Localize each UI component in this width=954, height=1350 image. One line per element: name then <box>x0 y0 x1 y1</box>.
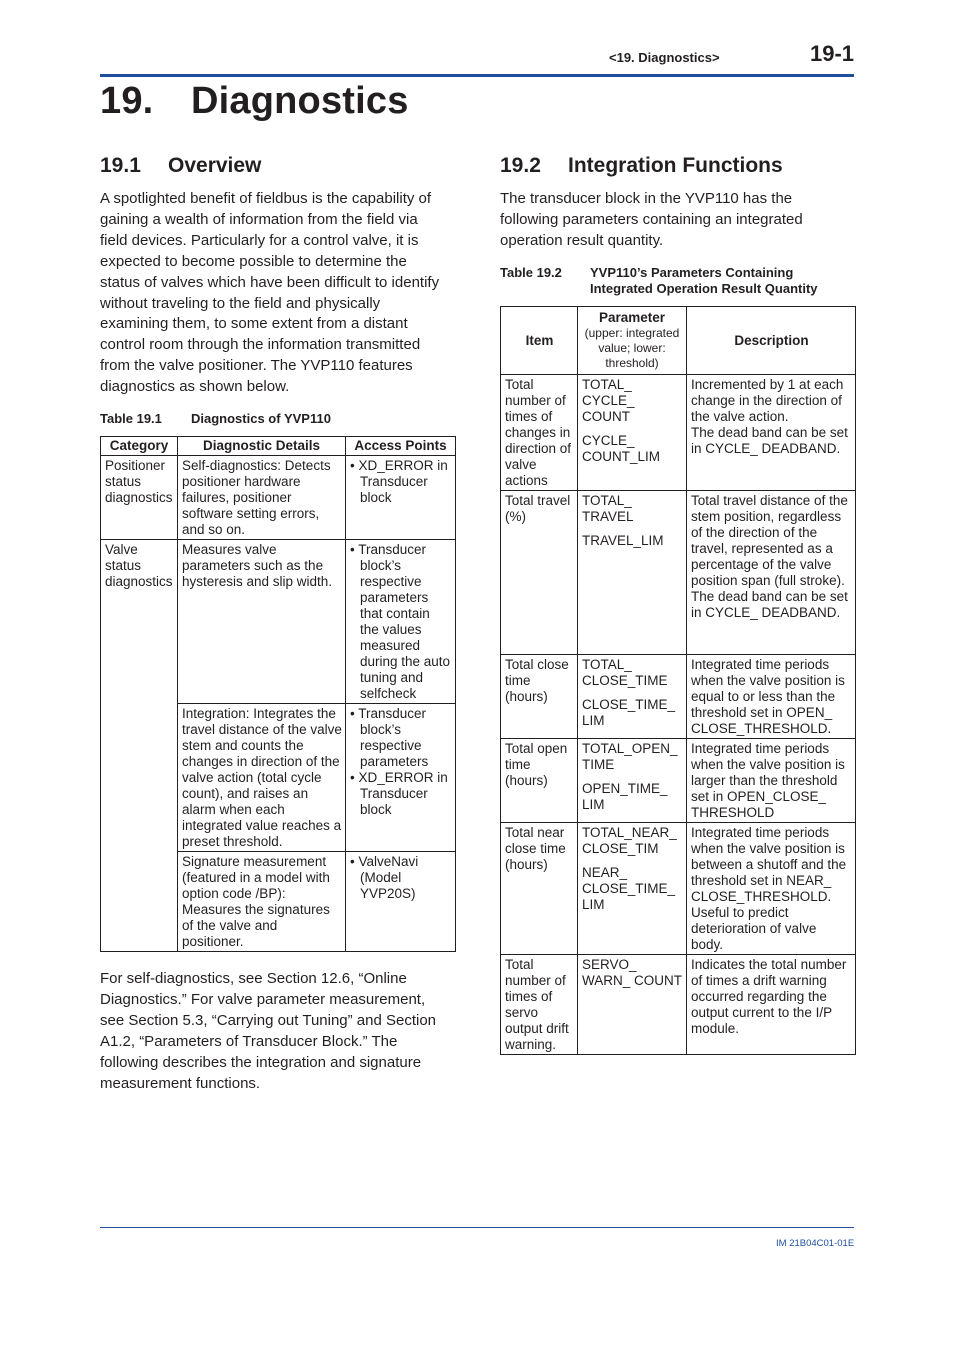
parameter-threshold: CLOSE_TIME_ LIM <box>582 697 676 728</box>
after-table-paragraph <box>100 969 450 1094</box>
access-point: • ValveNavi (Model YVP20S) <box>350 854 419 901</box>
parameter-cell <box>578 955 687 1055</box>
description-cell <box>687 375 856 491</box>
details-cell: Measures valve parameters such as the hysteresis and slip width. <box>178 540 346 704</box>
description-text: Total travel distance of the stem position, regardless of the direction of the travel, represented as a percentage of the valve position span (full stroke). <box>691 493 848 588</box>
column-header-item: Item <box>501 307 578 375</box>
parameter-header-label: Parameter <box>598 310 666 325</box>
parameter-integrated: SERVO_ WARN_ COUNT <box>582 957 682 988</box>
section-title: Integration Functions <box>568 154 783 177</box>
access-cell <box>346 852 456 952</box>
footer-rule <box>100 1227 854 1228</box>
table-row <box>501 955 856 1055</box>
column-header: Category <box>101 437 178 456</box>
category-cell: Positioner status diagnostics <box>101 456 178 540</box>
details-cell: Signature measurement (featured in a model with option code /BP): Measures the signatures of the valve and positioner. <box>178 852 346 952</box>
category-cell: Valve status diagnostics <box>101 540 178 952</box>
overview-text: A spotlighted benefit of fieldbus is the capability of gaining a wealth of information from the field via field devices. Particularly for a control valve, it is expected to become possible to determine the status of valves which have been difficult to identify without traveling to the field and physically examining them, to some extent from a distant control room through the information transmitted from the valve positioner. The YVP110 features diagnostics as shown below. <box>100 190 440 396</box>
access-point: • XD_ERROR in Transducer block <box>350 770 448 817</box>
description-note: Useful to predict deterioration of valve body. <box>691 905 817 952</box>
table-title: Diagnostics of YVP110 <box>191 411 331 426</box>
item-cell: Total close time (hours) <box>501 655 578 739</box>
overview-paragraph <box>100 189 446 398</box>
item-cell: Total open time (hours) <box>501 739 578 823</box>
table-row <box>101 540 456 704</box>
item-cell: Total near close time (hours) <box>501 823 578 955</box>
description-cell <box>687 491 856 655</box>
table-number: Table 19.1 <box>100 411 162 426</box>
parameter-header-note: (upper: integrated value; lower: threshold) <box>584 326 680 370</box>
access-cell <box>346 456 456 540</box>
section-number: 19.2 <box>500 154 541 177</box>
table-row <box>501 739 856 823</box>
item-cell: Total number of times of changes in direction of valve actions <box>501 375 578 491</box>
parameter-cell <box>578 739 687 823</box>
details-cell: Self-diagnostics: Detects positioner hardware failures, positioner software setting errors, and so on. <box>178 456 346 540</box>
table-header-row <box>501 307 856 375</box>
parameter-threshold: CYCLE_ COUNT_LIM <box>582 433 661 464</box>
description-note: The dead band can be set in CYCLE_ DEADBAND. <box>691 589 848 620</box>
parameter-cell <box>578 375 687 491</box>
item-cell: Total number of times of servo output drift warning. <box>501 955 578 1055</box>
parameter-cell <box>578 491 687 655</box>
access-point: • Transducer block’s respective parameters <box>350 706 429 769</box>
section-title: Overview <box>168 154 262 177</box>
description-cell: Integrated time periods when the valve position is larger than the threshold set in OPEN_CLOSE_ THRESHOLD <box>687 739 856 823</box>
description-cell <box>687 823 856 955</box>
page-number: 19-1 <box>810 41 855 66</box>
description-cell: Integrated time periods when the valve position is equal to or less than the threshold set in OPEN_ CLOSE_THRESHOLD. <box>687 655 856 739</box>
section-number: 19.1 <box>100 154 141 177</box>
access-cell <box>346 540 456 704</box>
parameter-integrated: TOTAL_ CYCLE_ COUNT <box>582 377 635 424</box>
parameter-threshold: OPEN_TIME_ LIM <box>582 781 668 812</box>
parameter-threshold: NEAR_ CLOSE_TIME_ LIM <box>582 865 676 912</box>
running-header: <19. Diagnostics> <box>609 50 720 65</box>
table-header-row <box>101 437 456 456</box>
section-heading-integration <box>500 154 783 178</box>
chapter-title <box>100 80 409 123</box>
description-text: Incremented by 1 at each change in the direction of the valve action. <box>691 377 844 424</box>
after-table-text: For self-diagnostics, see Section 12.6, “Online Diagnostics.” For valve parameter measurement, see Section 5.3, “Carrying out Tuning” and Section A1.2, “Parameters of Transducer Block.” The following describes the integration and signature measurement functions. <box>100 970 437 1092</box>
table-number: Table 19.2 <box>500 265 562 280</box>
integration-text: The transducer block in the YVP110 has the following parameters containing an integrated operation result quantity. <box>500 190 803 249</box>
table-row <box>501 491 856 655</box>
access-cell <box>346 704 456 852</box>
column-header-parameter <box>578 307 687 375</box>
description-text: Integrated time periods when the valve position is between a shutoff and the threshold set in NEAR_ CLOSE_THRESHOLD. <box>691 825 847 904</box>
table-19-2-caption <box>500 265 854 299</box>
parameter-cell <box>578 655 687 739</box>
parameter-threshold: TRAVEL_LIM <box>582 533 664 548</box>
access-point: • XD_ERROR in Transducer block <box>350 458 448 505</box>
chapter-number: 19. <box>100 80 154 122</box>
section-heading-overview <box>100 154 261 178</box>
parameter-integrated: TOTAL_OPEN_ TIME <box>582 741 678 772</box>
table-row <box>501 823 856 955</box>
table-row <box>501 655 856 739</box>
description-cell: Indicates the total number of times a drift warning occurred regarding the output current to the I/P module. <box>687 955 856 1055</box>
parameter-integrated: TOTAL_NEAR_ CLOSE_TIM <box>582 825 677 856</box>
table-row <box>101 456 456 540</box>
integration-parameters-table <box>500 306 856 1055</box>
header-rule <box>100 74 854 77</box>
parameter-integrated: TOTAL_ CLOSE_TIME <box>582 657 668 688</box>
column-header: Access Points <box>346 437 456 456</box>
chapter-title-text: Diagnostics <box>191 80 409 122</box>
access-point: • Transducer block’s respective parameters that contain the values measured during the auto tuning and selfcheck <box>350 542 451 701</box>
table-row <box>501 375 856 491</box>
diagnostics-table <box>100 436 456 952</box>
table-19-1-caption <box>100 411 454 429</box>
details-cell: Integration: Integrates the travel distance of the valve stem and counts the changes in direction of the valve action (total cycle count), and raises an alarm when each integrated value reaches a preset threshold. <box>178 704 346 852</box>
parameter-integrated: TOTAL_ TRAVEL <box>582 493 634 524</box>
item-cell: Total travel (%) <box>501 491 578 655</box>
column-header-description: Description <box>687 307 856 375</box>
description-note: The dead band can be set in CYCLE_ DEADBAND. <box>691 425 848 456</box>
table-title: YVP110’s Parameters Containing Integrated Operation Result Quantity <box>590 265 818 296</box>
parameter-cell <box>578 823 687 955</box>
column-header: Diagnostic Details <box>178 437 346 456</box>
document-code: IM 21B04C01-01E <box>776 1238 855 1249</box>
integration-paragraph <box>500 189 830 252</box>
